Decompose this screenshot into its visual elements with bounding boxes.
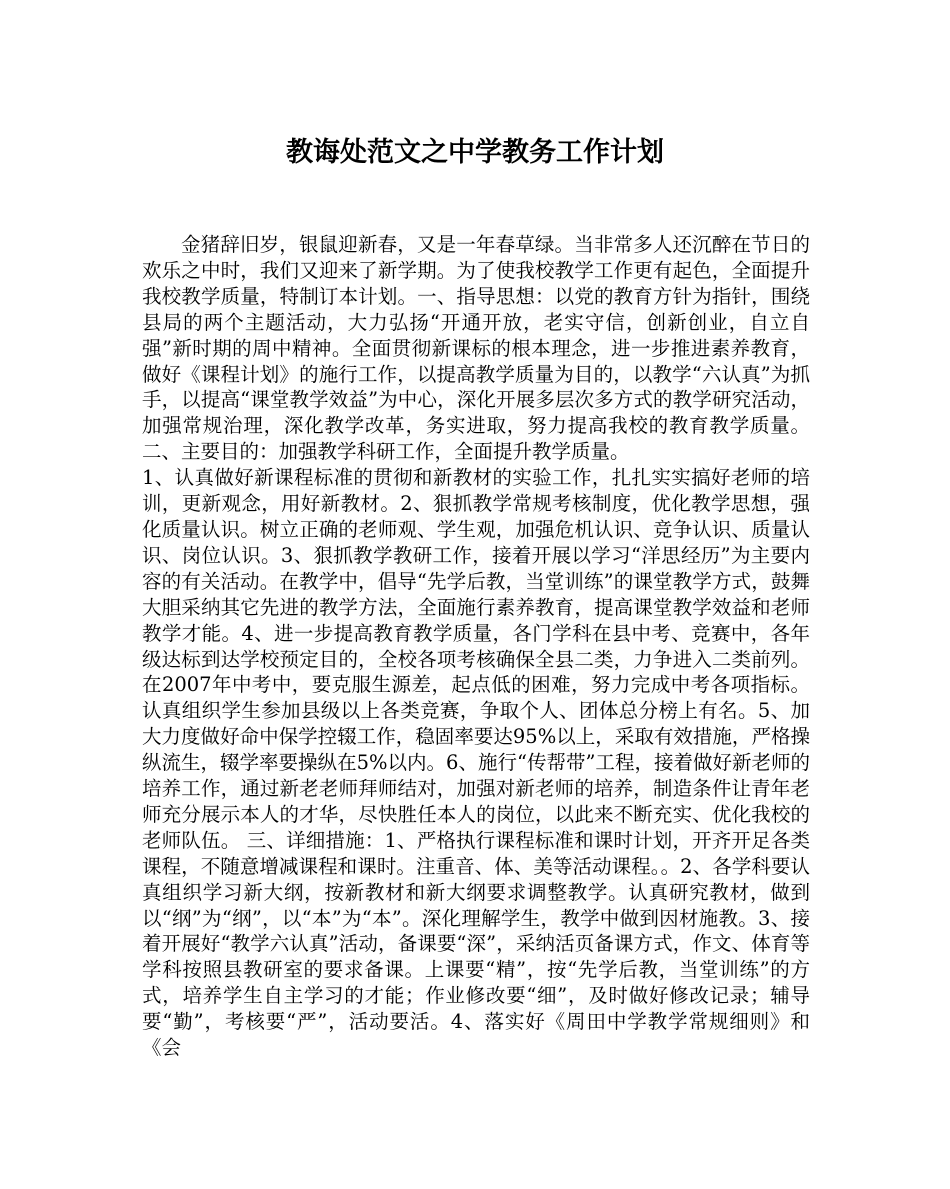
- paragraph-intro: 金猪辞旧岁，银鼠迎新春，又是一年春草绿。当非常多人还沉醉在节日的欢乐之中时，我们又迎来了新学期。为了使我校教学工作更有起色，全面提升我校教学质量，特制订本计划。一、指导思想：以党的教育方针为指针，围绕县局的两个主题活动，大力弘扬“开通开放，老实守信，创新创业，自立自强”新时期的周中精神。全面贯彻新课标的根本理念，进一步推进素养教育，做好《课程计划》的施行工作，以提高教学质量为目的，以教学“六认真”为抓手，以提高“课堂教学效益”为中心，深化开展多层次多方式的教学研究活动，加强常规治理，深化教学改革，务实进取，努力提高我校的教育教学质量。 二、主要目的：加强教学科研工作，全面提升教学质量。: [142, 233, 810, 464]
- document-title: 教诲处范文之中学教务工作计划: [286, 137, 664, 168]
- document-body: [142, 232, 810, 1061]
- paragraph-goals-measures: 1、认真做好新课程标准的贯彻和新教材的实验工作，扎扎实实搞好老师的培训，更新观念，用好新教材。2、狠抓教学常规考核制度，优化教学思想，强化质量认识。树立正确的老师观、学生观，加强危机认识、竞争认识、质量认识、岗位认识。3、狠抓教学教研工作，接着开展以学习“洋思经历”为主要内容的有关活动。在教学中，倡导“先学后教，当堂训练”的课堂教学方式，鼓舞大胆采纳其它先进的教学方法，全面施行素养教育，提高课堂教学效益和老师教学才能。4、进一步提高教育教学质量，各门学科在县中考、竞赛中，各年级达标到达学校预定目的，全校各项考核确保全县二类，力争进入二类前列。在2007年中考中，要克服生源差，起点低的困难，努力完成中考各项指标。认真组织学生参加县级以上各类竞赛，争取个人、团体总分榜上有名。5、加大力度做好命中保学控辍工作，稳固率要达95%以上，采取有效措施，严格操纵流生，辍学率要操纵在5%以内。6、施行“传帮带”工程，接着做好新老师的培养工作，通过新老老师拜师结对，加强对新老师的培养，制造条件让青年老师充分展示本人的才华，尽快胜任本人的岗位，以此来不断充实、优化我校的老师队伍。 三、详细措施：1、严格执行课程标准和课时计划，开齐开足各类课程，不随意增减课程和课时。注重音、体、美等活动课程。。2、各学科要认真组织学习新大纲，按新教材和新大纲要求调整教学。认真研究教材，做到以“纲”为“纲”，以“本”为“本”。深化理解学生，教学中做到因材施教。3、接着开展好“教学六认真”活动，备课要“深”，采纳活页备课方式，作文、体育等学科按照县教研室的要求备课。上课要“精”，按“先学后教，当堂训练”的方式，培养学生自主学习的才能；作业修改要“细”，及时做好修改记录；辅导要“勤”，考核要“严”，活动要活。4、落实好《周田中学教学常规细则》和《会: [142, 466, 810, 1060]
